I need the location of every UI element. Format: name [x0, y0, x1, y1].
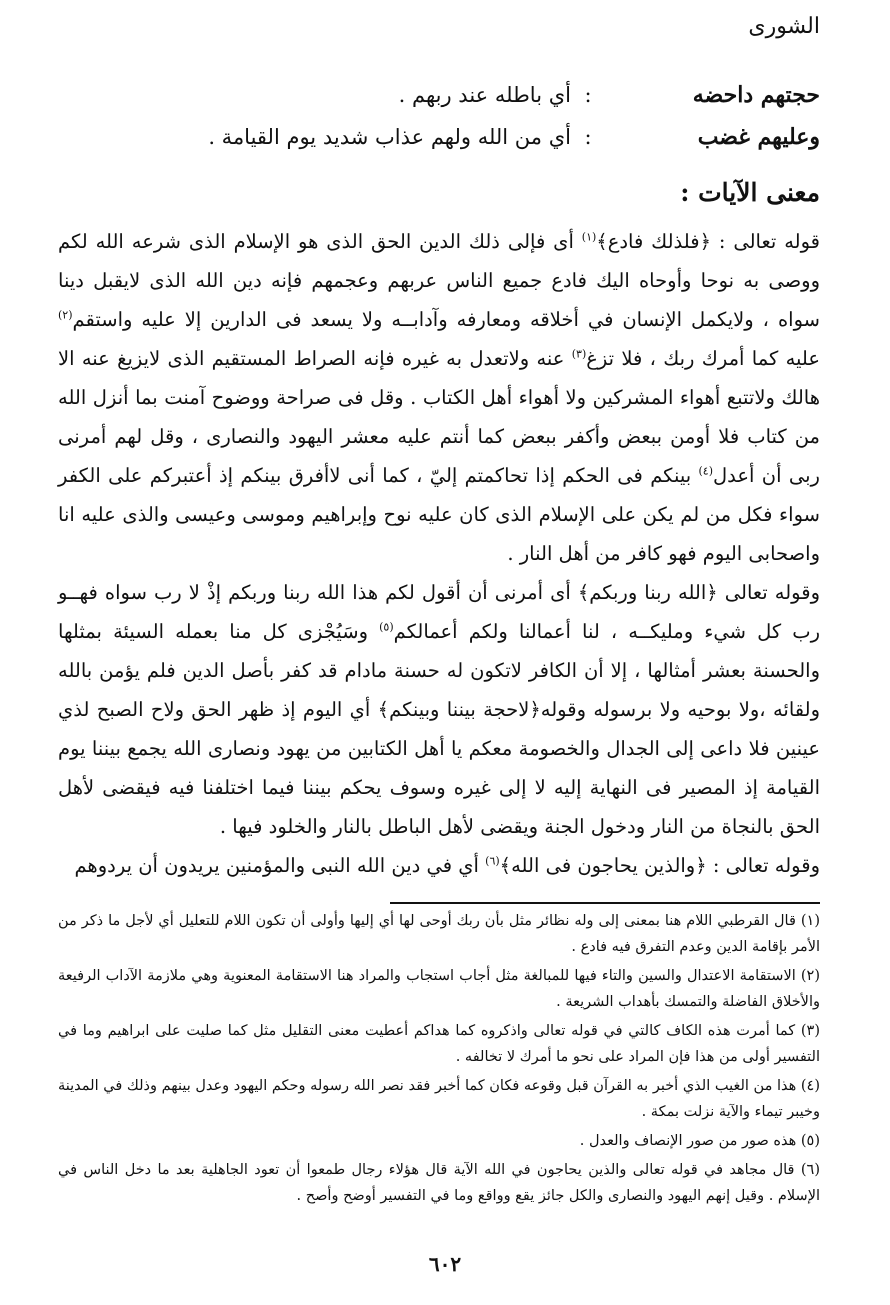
- footnote: (٦) قال مجاهد في قوله تعالى والذين يحاجون في الله الآية قال هؤلاء رجال طمعوا أن تعود الجاهلية بعد ما دخل الناس في الإسلام . وقيل إنهم اليهود والنصارى والكل جائز يقع وواقع وما في التفسير أوضح وأصح .: [58, 1162, 820, 1204]
- body-paragraph: [58, 222, 820, 573]
- footnote-separator: [390, 902, 820, 904]
- footnote-marker: (٢): [58, 308, 73, 322]
- glossary-colon: :: [584, 125, 592, 149]
- paragraph-text: بينكم فى الحكم إذا تحاكمتم إليّ ، كما أنى لاأفرق بينكم إذ أعتبركم على الكفر سواء فكل من لم يكن على الإسلام الذى كان عليه نوح وإبراهيم وموسى وعيسى والذى عليه انا واصحابى اليوم فهو كافر من أهل النار .: [58, 464, 820, 565]
- body-text: [58, 222, 820, 885]
- surah-header: الشورى: [748, 14, 820, 39]
- footnote-marker: (٤): [698, 464, 713, 478]
- paragraph-text: قوله تعالى : ﴿فلذلك فادع﴾: [596, 230, 820, 253]
- footnote: (٢) الاستقامة الاعتدال والسين والتاء فيها للمبالغة مثل أجاب استجاب والمراد هنا الاستقامة المعنوية وهي ملازمة الآداب الرفيعة والأخلاق الفاضلة والتمسك بأهداب الشريعة .: [58, 968, 820, 1010]
- paragraph-text: وقوله تعالى ﴿الله ربنا وربكم﴾ أى أمرنى أن أقول لكم هذا الله ربنا وربكم إذْ لا رب سواه فهــو رب كل شيء ومليكــه ، لنا أعمالنا ولكم أعمالكم: [58, 581, 821, 643]
- footnotes: [58, 908, 820, 1212]
- glossary-row: [58, 82, 820, 124]
- footnote: (٣) كما أمرت هذه الكاف كالتي في قوله تعالى واذكروه كما هداكم أعطيت معنى التقليل مثل كما صليت على ابراهيم وما في التفسير أولى من هذا فإن المراد على نحو ما أمرك لا تخالفه .: [58, 1023, 820, 1065]
- glossary: [58, 82, 820, 166]
- glossary-term: حجتهم داحضه: [692, 82, 820, 108]
- footnote: (١) قال القرطبي اللام هنا بمعنى إلى وله نظائر مثل بأن ربك أوحى لها أي إليها وأولى أن تكون اللام للتعليل أي لأجل ما ذكر من الأمر بإقامة الدين وعدم التفرق فيه فادع .: [58, 913, 820, 955]
- paragraph-text: وسَيُجْزى كل منا بعمله السيئة بمثلها والحسنة بعشر أمثالها ، إلا أن الكافر لاتكون له حسنة مادام قد كفر بأصل الدين فلم يؤمن بالله ولقائه ،ولا بوحيه ولا برسوله وقوله﴿لاحجة بيننا وبينكم﴾ أي اليوم إذ ظهر الحق ولاح الصبح لذي عينين فلا داعى إلى الجدال والخصومة معكم يا أهل الكتابين من يهود ونصارى الله يجمع بيننا يوم القيامة إذ المصير فى النهاية إليه لا إلى غيره وسوف يحكم بيننا فيما اختلفنا فيه فيقضى لأهل الحق بالنجاة من النار ودخول الجنة ويقضى لأهل الباطل بالنار والخلود فيها .: [58, 620, 820, 838]
- glossary-row: [58, 124, 820, 166]
- footnote: (٥) هذه صور من صور الإنصاف والعدل .: [579, 1133, 820, 1149]
- body-paragraph: [58, 573, 820, 846]
- paragraph-text: أى فإلى ذلك الدين الحق الذى هو الإسلام الذى شرعه الله لكم ووصى به نوحا وأوحاه اليك فادع جميع الناس عربهم وعجمهم فإنه دين الله الذى لايقبل دينا سواه ، ولايكمل الإنسان في أخلاقه ومعارفه وآدابــه ولا يسعد فى الدارين إلا عليه واستقم: [58, 230, 820, 331]
- glossary-colon: :: [584, 83, 592, 107]
- paragraph-text: أي في دين الله النبى والمؤمنين يريدون أن يردوهم: [74, 854, 486, 877]
- paragraph-text: عنه ولاتعدل به غيره فإنه الصراط المستقيم الذى لايزيغ عنه الا هالك ولاتتبع أهواء المشركين ولا أهواء أهل الكتاب . وقل فى صراحة ووضوح آمنت بما أنزل الله من كتاب فلا أومن ببعض وأكفر ببعض كما أنتم عليه معشر اليهود والنصارى ، وقل لهم أمرنى ربى أن أعدل: [58, 347, 820, 487]
- paragraph-text: عليه كما أمرك ربك ، فلا تزغ: [586, 347, 820, 370]
- section-title: معنى الآيات :: [680, 178, 820, 207]
- glossary-definition: أي باطله عند ربهم .: [398, 83, 571, 107]
- page-number: ٦٠٢: [428, 1252, 462, 1276]
- footnote: (٤) هذا من الغيب الذي أخبر به القرآن قبل وقوعه فكان كما أخبر فقد نصر الله رسوله وحكم اليهود وعدل بينهم وذلك في المدينة وخيبر تيماء والآية نزلت بمكة .: [58, 1078, 820, 1120]
- glossary-term: وعليهم غضب: [697, 124, 820, 150]
- footnote-marker: (٥): [379, 620, 394, 634]
- glossary-definition: أي من الله ولهم عذاب شديد يوم القيامة .: [208, 125, 571, 149]
- paragraph-text: وقوله تعالى : ﴿والذين يحاجون فى الله﴾: [499, 854, 820, 877]
- footnote-marker: (٦): [485, 854, 500, 868]
- body-paragraph: [58, 846, 820, 885]
- footnote-marker: (١): [581, 230, 597, 244]
- footnote-marker: (٣): [571, 347, 587, 361]
